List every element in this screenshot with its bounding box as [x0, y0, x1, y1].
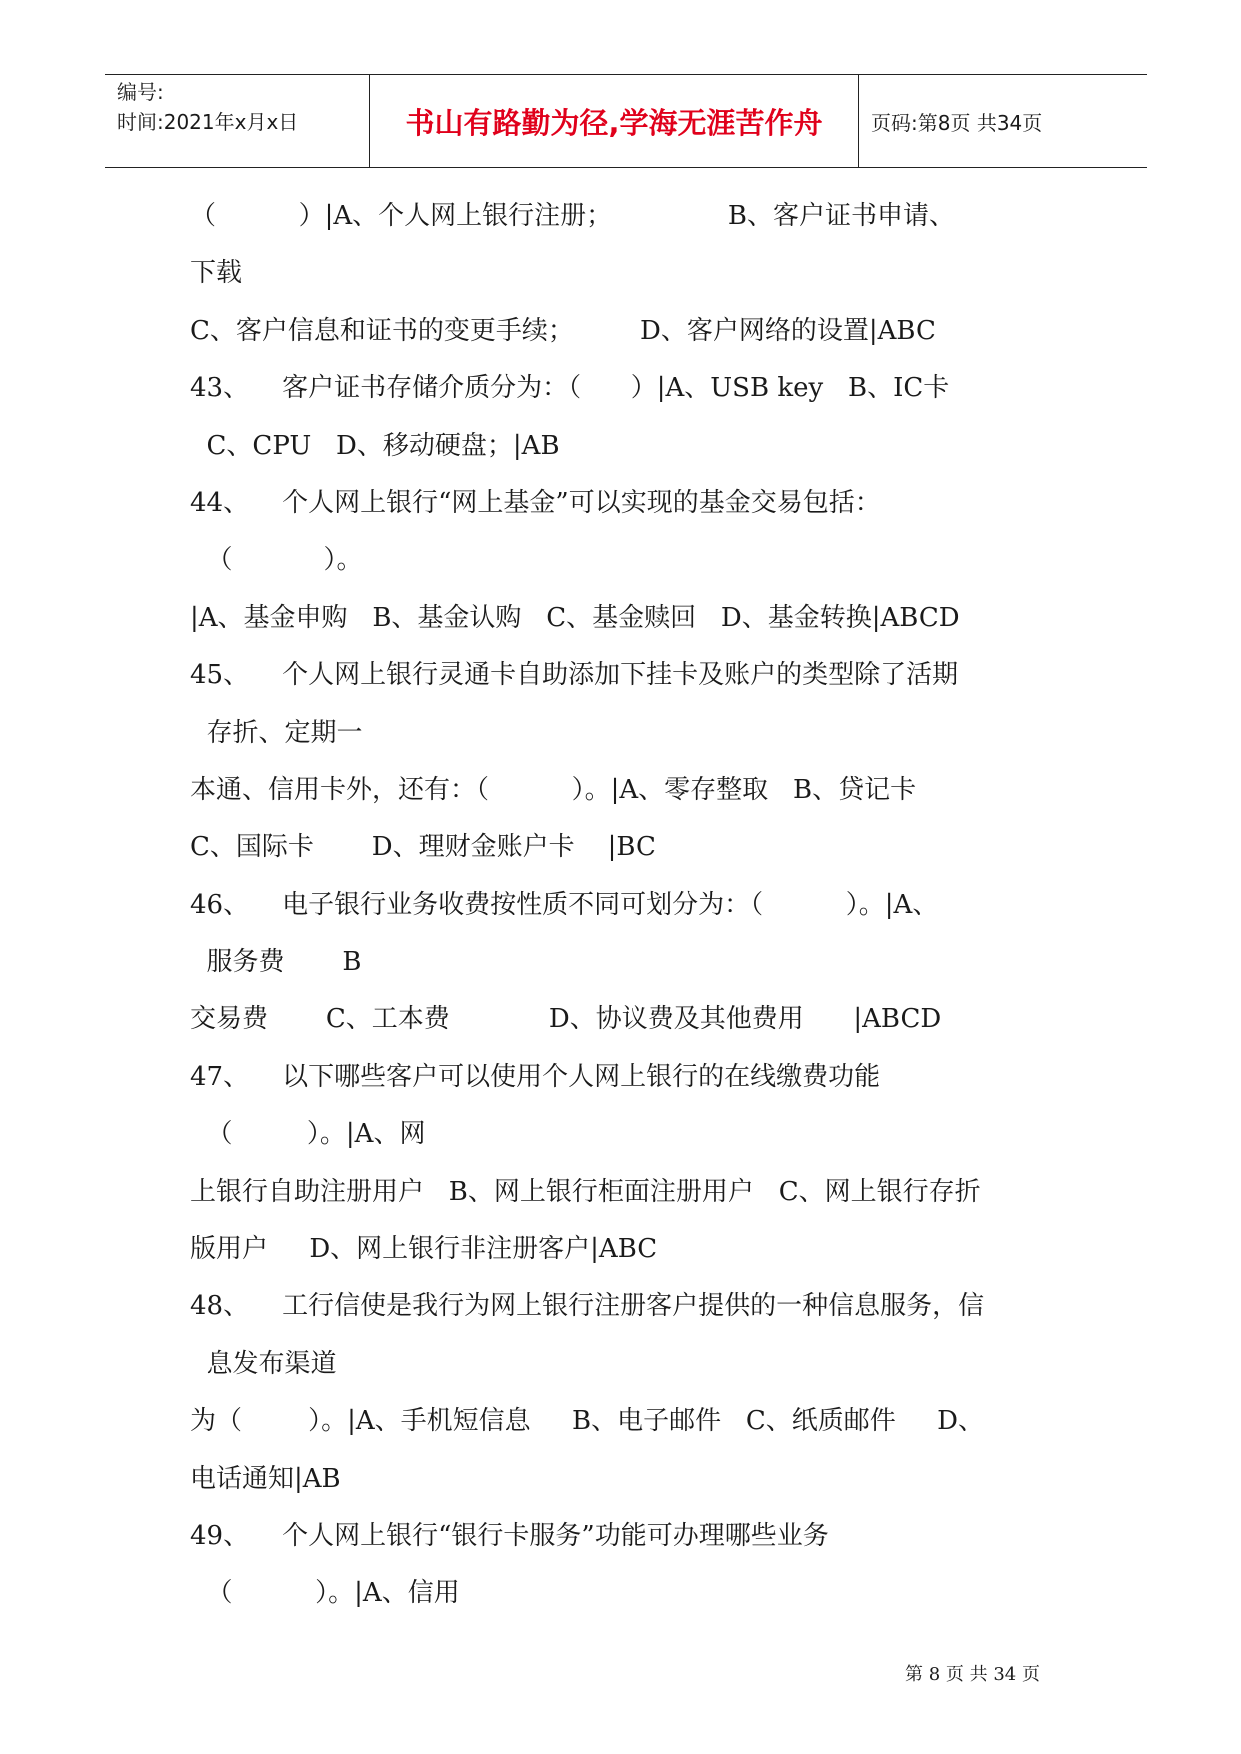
- text-line: C、CPU D、移动硬盘；|AB: [190, 430, 560, 461]
- text-line: 息发布渠道: [190, 1348, 337, 1379]
- question-44-line: 44、 个人网上银行“网上基金”可以实现的基金交易包括：: [190, 487, 881, 518]
- document-number-label: 编号:: [117, 80, 164, 104]
- question-48-line: 48、 工行信使是我行为网上银行注册客户提供的一种信息服务，信: [190, 1291, 985, 1322]
- document-time-label: 时间:2021年x月x日: [117, 110, 299, 134]
- question-43-line: 43、 客户证书存储介质分为：（ ）|A、USB key B、IC卡: [190, 373, 950, 404]
- page-header: [105, 74, 1147, 168]
- page-footer: 第 8 页 共 34 页: [905, 1664, 1040, 1685]
- text-line: |A、基金申购 B、基金认购 C、基金赎回 D、基金转换|ABCD: [190, 602, 960, 633]
- text-line: 上银行自助注册用户 B、网上银行柜面注册用户 C、网上银行存折: [190, 1176, 981, 1207]
- text-line: C、客户信息和证书的变更手续； D、客户网络的设置|ABC: [190, 315, 936, 346]
- text-line: C、国际卡 D、理财金账户卡 |BC: [190, 832, 656, 863]
- question-45-line: 45、 个人网上银行灵通卡自助添加下挂卡及账户的类型除了活期: [190, 660, 959, 691]
- header-motto-cell: [369, 75, 859, 167]
- text-line: （ ）。: [190, 545, 363, 576]
- question-text-body: [190, 188, 1090, 1623]
- header-page-cell: [859, 75, 1147, 167]
- question-49-line: 49、 个人网上银行“银行卡服务”功能可办理哪些业务: [190, 1520, 829, 1551]
- header-page-info: 页码:第8页 共34页: [871, 110, 1043, 135]
- text-line: 本通、信用卡外，还有：（ ）。|A、零存整取 B、贷记卡: [190, 774, 917, 805]
- header-motto: 书山有路勤为径,学海无涯苦作舟: [405, 105, 823, 140]
- text-line: 下载: [190, 258, 243, 289]
- text-line: 存折、定期一: [190, 717, 363, 748]
- question-47-line: 47、 以下哪些客户可以使用个人网上银行的在线缴费功能: [190, 1061, 881, 1092]
- text-line: （ ）|A、个人网上银行注册； B、客户证书申请、: [190, 201, 955, 231]
- text-line: 为（ ）。|A、手机短信息 B、电子邮件 C、纸质邮件 D、: [190, 1406, 984, 1437]
- text-line: （ ）。|A、信用: [190, 1578, 460, 1609]
- text-line: 电话通知|AB: [190, 1463, 341, 1494]
- header-left-cell: [105, 75, 369, 167]
- text-line: （ ）。|A、网: [190, 1119, 426, 1150]
- text-line: 交易费 C、工本费 D、协议费及其他费用 |ABCD: [190, 1004, 942, 1035]
- text-line: 版用户 D、网上银行非注册客户|ABC: [190, 1234, 658, 1265]
- text-line: 服务费 B: [190, 947, 362, 978]
- question-46-line: 46、 电子银行业务收费按性质不同可划分为：（ ）。|A、: [190, 889, 939, 920]
